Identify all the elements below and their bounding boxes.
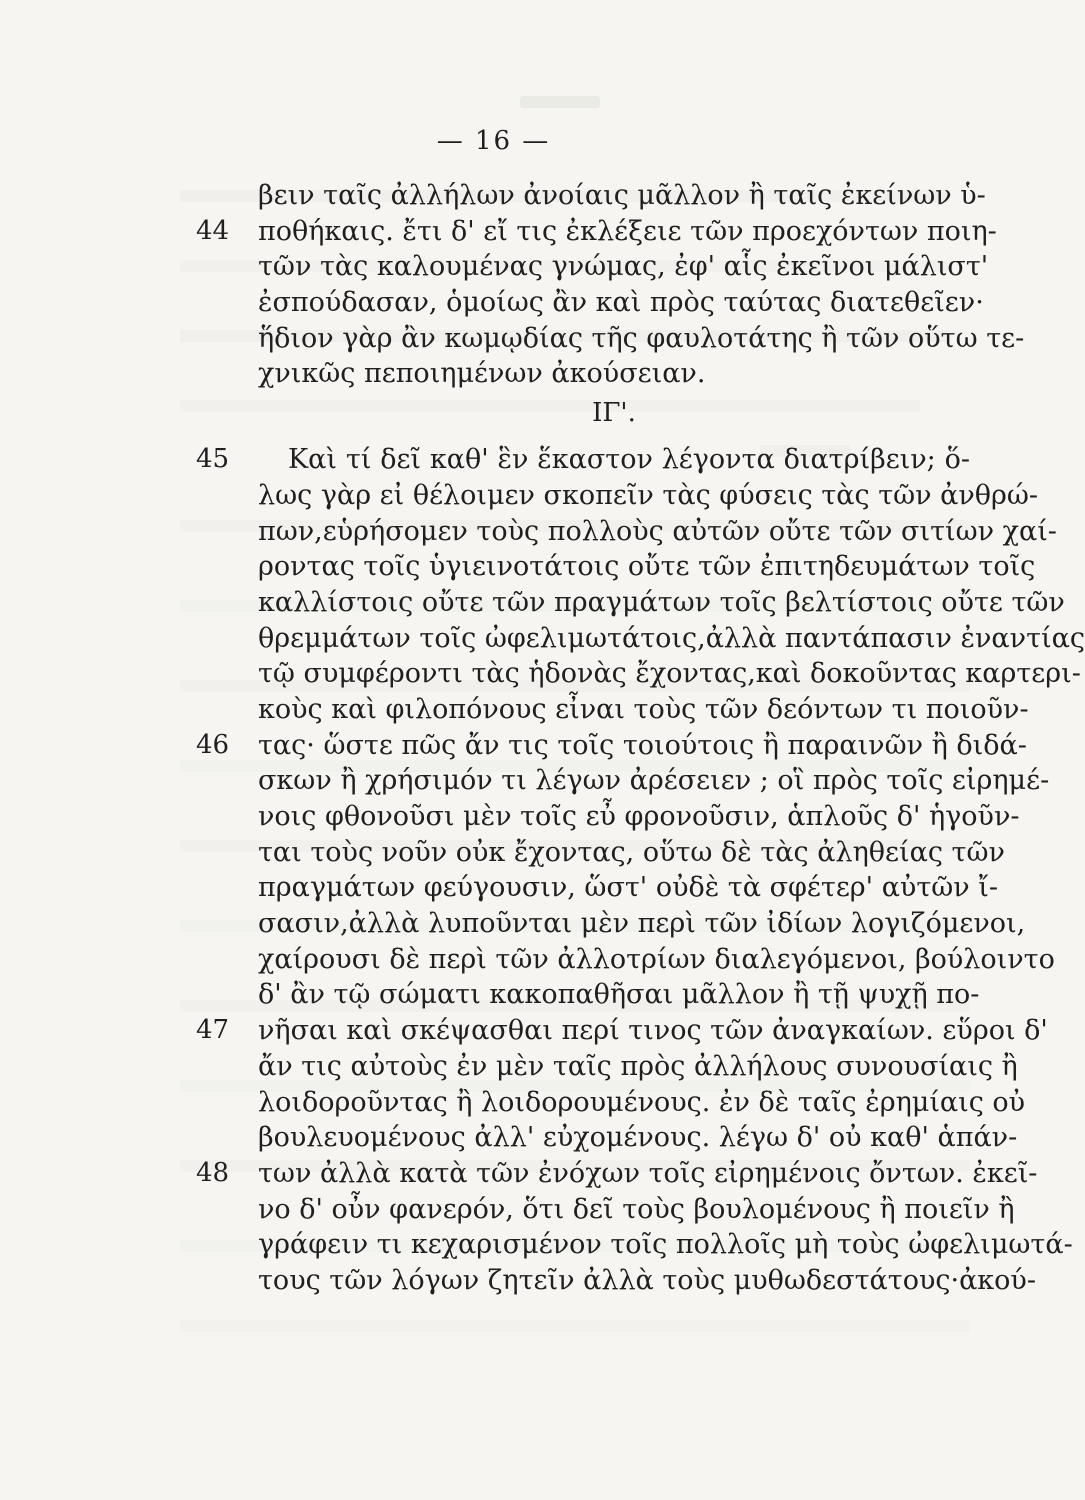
text-line: δ' ἂν τῷ σώματι κακοπαθῆσαι μᾶλλον ἢ τῇ ψυχῇ πο- [258,979,980,1011]
text-line: ἥδιον γὰρ ἂν κωμῳδίας τῆς φαυλοτάτης ἢ τῶν οὕτω τε- [258,322,1025,354]
text-line: σασιν,ἀλλὰ λυποῦνται μὲν περὶ τῶν ἰδίων λογιζόμενοι, [258,908,1026,940]
section-heading: ΙΓ'. [592,398,636,429]
section-number: 45 [196,444,230,475]
text-line: ται τοὺς νοῦν οὐκ ἔχοντας, οὕτω δὲ τὰς ἀληθείας τῶν [258,836,1005,868]
text-line: χνικῶς πεποιημένων ἀκούσειαν. [258,358,706,390]
text-line: καλλίστοις οὔτε τῶν πραγμάτων τοῖς βελτίστοις οὔτε τῶν [258,586,1065,618]
text-line: τῶν τὰς καλουμένας γνώμας, ἐφ' αἷς ἐκεῖνοι μάλιστ' [258,251,989,283]
text-line: λως γὰρ εἰ θέλοιμεν σκοπεῖν τὰς φύσεις τὰς τῶν ἀνθρώ- [258,479,1039,511]
section-number: 44 [196,215,230,246]
text-line: λοιδοροῦντας ἢ λοιδορουμένους. ἐν δὲ ταῖς ἐρημίαις οὐ [258,1086,1026,1118]
text-line: ροντας τοῖς ὑγιεινοτάτοις οὔτε τῶν ἐπιτηδευμάτων τοῖς [258,551,1036,583]
text-line: πων,εὑρήσομεν τοὺς πολλοὺς αὐτῶν οὔτε τῶν σιτίων χαί- [258,515,1057,547]
text-line: ποθήκαις. ἔτι δ' εἴ τις ἐκλέξειε τῶν προεχόντων ποιη- [258,215,997,247]
text-line: νῆσαι καὶ σκέψασθαι περί τινος τῶν ἀναγκαίων. εὕροι δ' [258,1015,1048,1047]
section-number: 48 [196,1158,230,1189]
text-line: ἐσπούδασαν, ὁμοίως ἂν καὶ πρὸς ταύτας διατεθεῖεν· [258,287,984,319]
page-number: — 16 — [436,126,551,156]
text-line: τας· ὥστε πῶς ἄν τις τοῖς τοιούτοις ἢ παραινῶν ἢ διδά- [258,729,1027,761]
text-line: γράφειν τι κεχαρισμένον τοῖς πολλοῖς μὴ τοὺς ὠφελιμωτά- [258,1229,1073,1261]
text-line: πραγμάτων φεύγουσιν, ὥστ' οὐδὲ τὰ σφέτερ' αὐτῶν ἴ- [258,872,998,904]
text-line: βειν ταῖς ἀλλήλων ἀνοίαις μᾶλλον ἢ ταῖς ἐκείνων ὑ- [258,180,986,211]
text-line: βουλευομένους ἀλλ' εὐχομένους. λέγω δ' οὐ καθ' ἁπάν- [258,1122,1018,1154]
text-line: ἄν τις αὐτοὺς ἐν μὲν ταῖς πρὸς ἀλλήλους συνουσίαις ἢ [258,1050,1018,1082]
body-text [258,178,1085,1299]
text-line: νοις φθονοῦσι μὲν τοῖς εὖ φρονοῦσιν, ἁπλοῦς δ' ἡγοῦν- [258,801,1020,832]
text-line: σκων ἢ χρήσιμόν τι λέγων ἀρέσειεν ; οἳ πρὸς τοῖς εἰρημέ- [258,765,1050,797]
text-line: τῷ συμφέροντι τὰς ἡδονὰς ἔχοντας,καὶ δοκοῦντας καρτερι- [258,658,1081,690]
section-number: 47 [196,1015,230,1046]
text-line: θρεμμάτων τοῖς ὠφελιμωτάτοις,ἀλλὰ παντάπασιν ἐναντίας [258,622,1085,654]
text-line: τους τῶν λόγων ζητεῖν ἀλλὰ τοὺς μυθωδεστάτους·ἀκού- [258,1264,1036,1296]
text-line: κοὺς καὶ φιλοπόνους εἶναι τοὺς τῶν δεόντων τι ποιοῦν- [258,693,1029,725]
text-line: Καὶ τί δεῖ καθ' ἓν ἕκαστον λέγοντα διατρίβειν; ὅ- [288,444,970,476]
text-line: χαίρουσι δὲ περὶ τῶν ἀλλοτρίων διαλεγόμενοι, βούλοιντο [258,943,1055,975]
text-line: των ἀλλὰ κατὰ τῶν ἐνόχων τοῖς εἰρημένοις ὄντων. ἐκεῖ- [258,1157,1038,1189]
text-line: νο δ' οὖν φανερόν, ὅτι δεῖ τοὺς βουλομένους ἢ ποιεῖν ἢ [258,1193,1015,1225]
section-number: 46 [196,729,230,760]
